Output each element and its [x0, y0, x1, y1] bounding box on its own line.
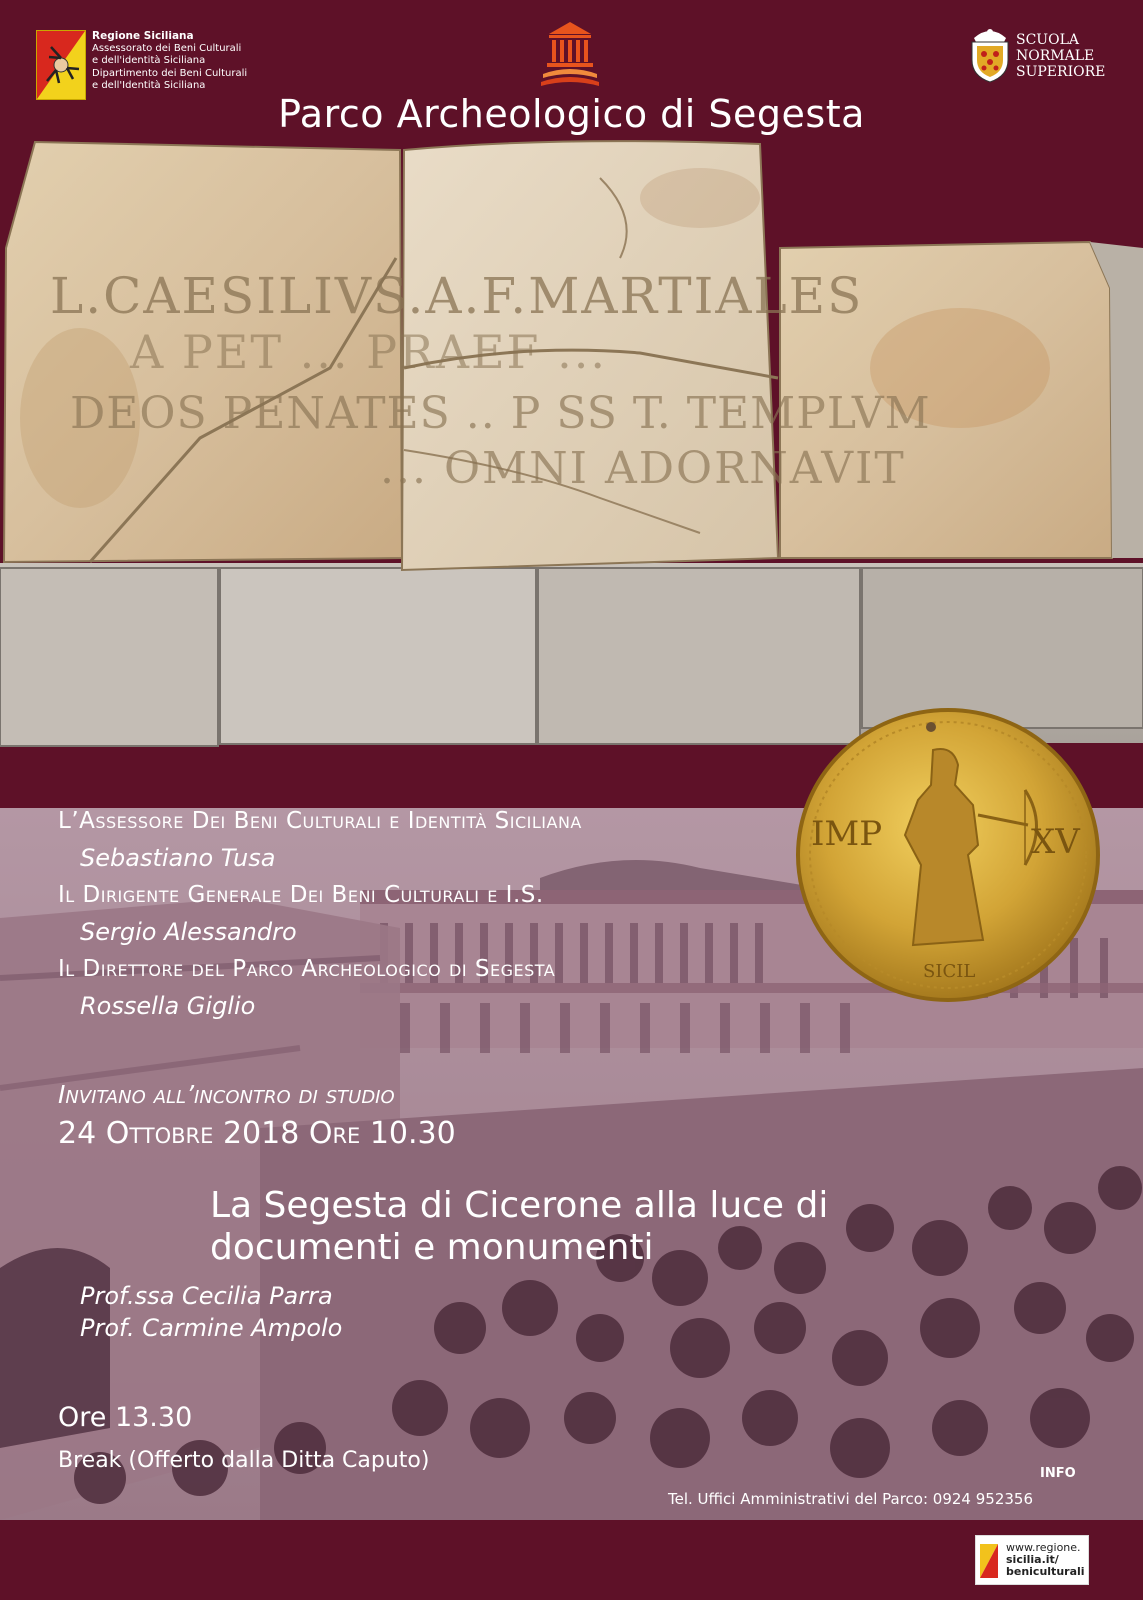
coin-right-text: XV — [1031, 822, 1080, 862]
website-text — [1006, 1542, 1085, 1578]
inscription-line: ... OMNI ADORNAVIT — [380, 443, 906, 494]
website-line: beniculturali — [1006, 1565, 1085, 1578]
organizer-name: Sebastiano Tusa — [80, 844, 276, 872]
gold-coin-image — [793, 705, 1103, 1005]
info-label: INFO — [1040, 1466, 1076, 1481]
region-line: Assessorato dei Beni Culturali — [92, 42, 242, 54]
speaker: Prof.ssa Cecilia Parra — [80, 1282, 333, 1310]
speaker: Prof. Carmine Ampolo — [80, 1314, 343, 1342]
sns-line: SUPERIORE — [1016, 64, 1106, 80]
footer-band — [0, 1520, 1143, 1600]
talk-title-line: documenti e monumenti — [210, 1227, 654, 1268]
organizer-name: Rossella Giglio — [80, 992, 256, 1020]
website-line: sicilia.it/ — [1006, 1553, 1059, 1566]
park-temple-logo — [539, 18, 601, 88]
sns-line: SCUOLA — [1016, 32, 1079, 48]
regione-siciliana-logo — [36, 30, 86, 100]
break-text: Break (Offerto dalla Ditta Caputo) — [58, 1448, 430, 1473]
break-time: Ore 13.30 — [58, 1402, 193, 1433]
sns-line: NORMALE — [1016, 48, 1095, 64]
organizer-role: Il Direttore del Parco Archeologico di Segesta — [58, 956, 556, 982]
region-line: Regione Siciliana — [92, 30, 194, 42]
invite-text: Invitano all’incontro di studio — [58, 1080, 395, 1109]
event-date: 24 Ottobre 2018 Ore 10.30 — [58, 1116, 456, 1151]
inscription-line: DEOS PENATES .. P SS T. TEMPLVM — [70, 388, 931, 439]
trinacria-icon — [41, 43, 81, 87]
inscription-line: A PET ... PRAEF ... — [130, 325, 607, 379]
sns-crest-icon — [966, 24, 1014, 84]
talk-title-line: La Segesta di Cicerone alla luce di — [210, 1185, 829, 1226]
organizer-name: Sergio Alessandro — [80, 918, 297, 946]
talk-title — [210, 1185, 1030, 1269]
website-line: www.regione. — [1006, 1541, 1081, 1554]
sns-text — [1016, 32, 1105, 80]
regione-sicilia-website-logo — [975, 1535, 1089, 1585]
coin-bottom-text: SICIL — [923, 961, 976, 982]
region-line: e dell'identità Siciliana — [92, 55, 206, 66]
inscription-stone-photo — [0, 138, 1143, 768]
region-line: e dell'Identità Siciliana — [92, 80, 206, 91]
coin-left-text: IMP — [811, 814, 883, 854]
organizer-role: Il Dirigente Generale Dei Beni Culturali e I.S. — [58, 882, 544, 908]
region-line: Dipartimento dei Beni Culturali — [92, 67, 248, 79]
regione-text — [92, 30, 247, 93]
info-telephone: Tel. Uffici Amministrativi del Parco: 0924 952356 — [668, 1490, 1033, 1508]
organizer-role: L’Assessore Dei Beni Culturali e Identità Siciliana — [58, 808, 582, 834]
park-title: Parco Archeologico di Segesta — [278, 92, 865, 136]
inscription-line: L.CAESILIVS.A.F.MARTIALES — [50, 267, 864, 325]
